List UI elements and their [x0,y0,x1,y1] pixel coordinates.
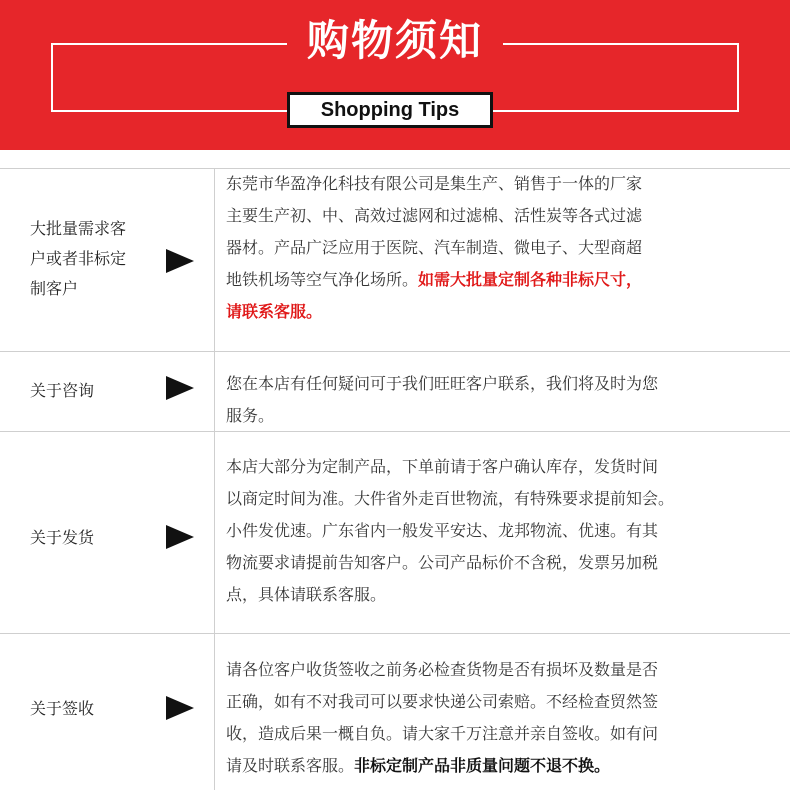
divider [0,351,790,352]
arrow-right-icon [166,696,194,720]
highlight-text: 如需大批量定制各种非标尺寸， [418,270,643,289]
row-content-signing: 请各位客户收货签收之前务必检查货物是否有损坏及数量是否 正确，如有不对我司可以要求快递公司索赔。不经检查贸然签 收，造成后果一概自负。请大家千万注意并亲自签收。如有问 请及时联系客服。非标定制产品非质量问题不退不换。 [226,660,659,775]
row-content-shipping: 本店大部分为定制产品，下单前请于客户确认库存，发货时间 以商定时间为准。大件省外走百世物流，有特殊要求提前知会。 小件发优速。广东省内一般发平安达、龙邦物流、优速。有其 物流要求请提前告知客户。公司产品标价不含税，发票另加税 点，具体请联系客服。 [226,457,675,604]
page-title: 购物须知 [287,10,503,72]
column-divider [214,351,215,431]
arrow-right-icon [166,376,194,400]
column-divider [214,633,215,790]
row-label-bulk: 大批量需求客 户或者非标定 制客户 [30,219,127,298]
row-label-shipping: 关于发货 [30,528,95,547]
row-content-consult: 您在本店有任何疑问可于我们旺旺客户联系，我们将及时为您 服务。 [226,374,659,425]
divider [0,633,790,634]
column-divider [214,431,215,633]
row-label-consult: 关于咨询 [30,381,95,400]
highlight-text: 请联系客服。 [226,302,323,321]
arrow-right-icon [166,525,194,549]
arrow-right-icon [166,249,194,273]
column-divider [214,168,215,351]
highlight-text: 非标定制产品非质量问题不退不换。 [354,756,611,775]
page-subtitle: Shopping Tips [287,92,493,128]
header-banner [0,0,790,150]
divider [0,431,790,432]
row-label-signing: 关于签收 [30,699,95,718]
row-content-bulk: 东莞市华盈净化科技有限公司是集生产、销售于一体的厂家 主要生产初、中、高效过滤网和过滤棉、活性炭等各式过滤 器材。产品广泛应用于医院、汽车制造、微电子、大型商超 地铁机场等空气净化场所。如需大批量定制各种非标尺寸， 请联系客服。 [226,168,726,328]
